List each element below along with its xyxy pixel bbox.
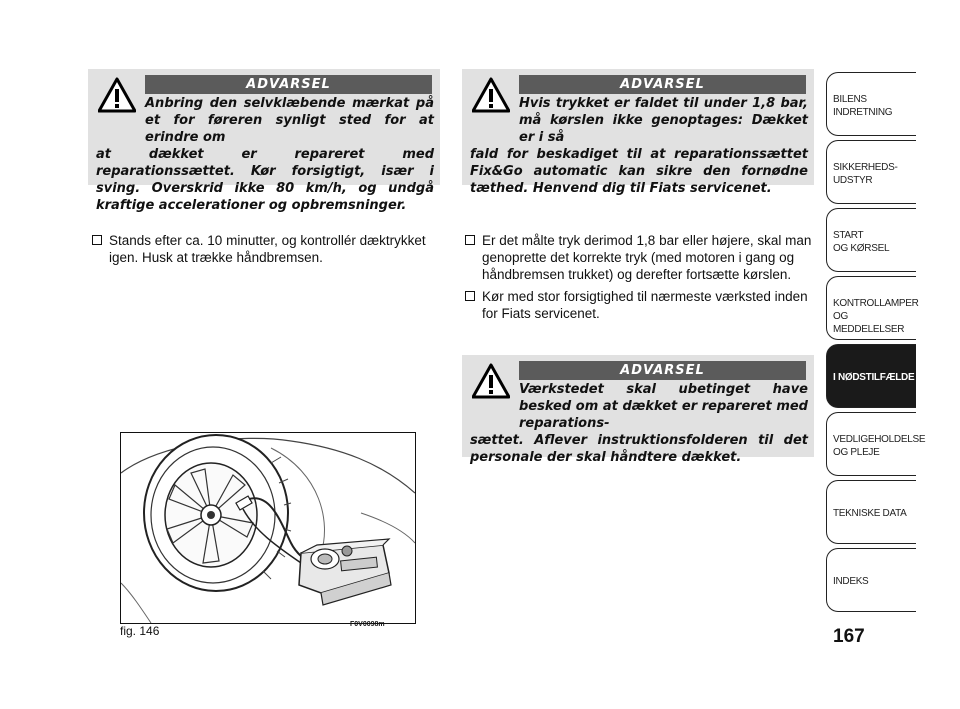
- warning-title: ADVARSEL: [519, 75, 806, 94]
- tab-indeks[interactable]: [826, 548, 916, 612]
- warning-title: ADVARSEL: [145, 75, 432, 94]
- bullet-text: Er det målte tryk derimod 1,8 bar eller højere, skal man genoprette det korrekte tryk (med motoren i gang og håndbremsen trukket) og derefter fortsætte kørslen.: [482, 233, 812, 282]
- warning-text-line1: Anbring den selvklæbende mærkat på et for føreren synligt sted for at erindre om: [145, 96, 434, 145]
- tab-kontrollamper[interactable]: [826, 276, 919, 340]
- tab-label-line1: BILENS: [833, 94, 867, 105]
- tab-tekniske-data[interactable]: [826, 480, 916, 544]
- figure-code: F0V0098m: [350, 621, 385, 628]
- figure-tire-compressor: [120, 432, 416, 624]
- warning-text: [462, 381, 808, 466]
- page-number: 167: [833, 626, 865, 647]
- checkbox-square-icon: [92, 235, 102, 245]
- tab-label-line2: OG KØRSEL: [833, 243, 890, 254]
- warning-text: [462, 95, 808, 197]
- tab-vedligeholdelse[interactable]: [826, 412, 926, 476]
- tab-label-line1: TEKNISKE DATA: [833, 508, 907, 519]
- warning-box-1: [88, 69, 440, 213]
- tire-compressor-illustration: [121, 433, 415, 623]
- warning-box-2: [462, 69, 814, 196]
- bullet-item-left-1: [92, 232, 442, 266]
- checkbox-square-icon: [465, 235, 475, 245]
- tab-label-line1: START: [833, 230, 864, 241]
- warning-text-line2: fald for beskadiget til at reparationssættet Fix&Go automatic kan sikre den fornødne tæthed. Henvend dig til Fiats servicenet.: [470, 147, 808, 196]
- tab-label-line2: OG PLEJE: [833, 447, 880, 458]
- warning-text-line1: Værkstedet skal ubetinget have besked om at dækket er repareret med reparations-: [519, 382, 808, 431]
- warning-text: [88, 95, 434, 214]
- tab-bilens-indretning[interactable]: [826, 72, 916, 136]
- bullet-text: Kør med stor forsigtighed til nærmeste værksted inden for Fiats servicenet.: [482, 289, 808, 321]
- warning-text-line1: Hvis trykket er faldet til under 1,8 bar, må kørslen ikke genoptages: Dækket er i så: [519, 96, 808, 145]
- checkbox-square-icon: [465, 291, 475, 301]
- tab-i-nodstilfaelde[interactable]: [826, 344, 916, 408]
- tab-label-line1: I NØDSTILFÆLDE: [833, 372, 915, 383]
- tab-label-line2: INDRETNING: [833, 107, 893, 118]
- tab-start-og-korsel[interactable]: [826, 208, 916, 272]
- warning-title: ADVARSEL: [519, 361, 806, 380]
- bullet-item-right-1: [465, 232, 815, 283]
- warning-text-line2: at dækket er repareret med reparationssættet. Kør forsigtigt, især i sving. Overskrid ikke 80 km/h, og undgå kraftige accelerationer og opbremsninger.: [96, 147, 434, 213]
- warning-box-3: [462, 355, 814, 465]
- bullet-text: Stands efter ca. 10 minutter, og kontrollér dæktrykket igen. Husk at trække håndbremsen.: [109, 233, 426, 265]
- tab-label-line1: SIKKERHEDS-: [833, 162, 898, 173]
- tab-label-line1: VEDLIGEHOLDELSE: [833, 434, 926, 445]
- figure-label: fig. 146: [120, 624, 160, 638]
- tab-sikkerhedsudstyr[interactable]: [826, 140, 916, 204]
- tab-label-line1: KONTROLLAMPER: [833, 298, 919, 309]
- tab-label-line2: UDSTYR: [833, 175, 873, 186]
- tab-label-line2: OG MEDDELELSER: [833, 311, 905, 335]
- tab-label-line1: INDEKS: [833, 576, 869, 587]
- bullet-item-right-2: [465, 288, 815, 322]
- warning-text-line2: sættet. Aflever instruktionsfolderen til det personale der skal håndtere dækket.: [470, 433, 808, 465]
